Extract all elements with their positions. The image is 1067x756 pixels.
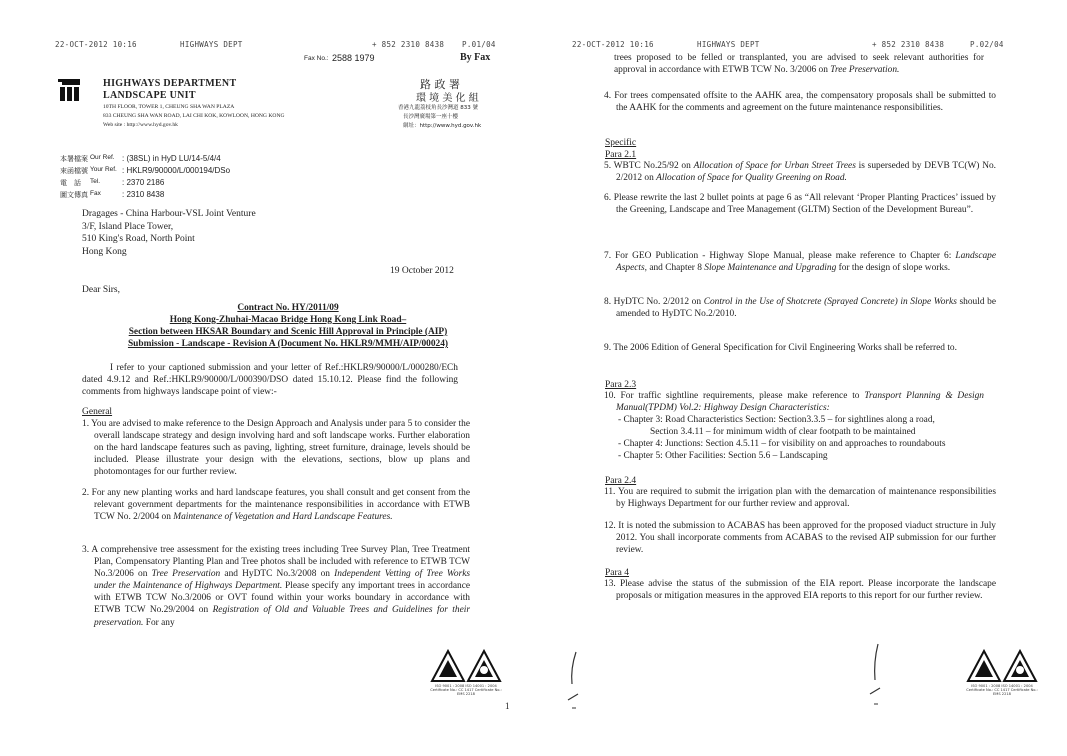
- item-italic: Independent Vetting of Tree Works under the Maintenance of Highways Department.: [94, 569, 471, 592]
- ref-zh-label: 電 話: [60, 179, 81, 187]
- item-text: for the design of slope works.: [838, 263, 951, 274]
- address-line-2: 833 CHEUNG SHA WAN ROAD, LAI CHI KOK, KOWLOON, HONG KONG: [103, 113, 285, 119]
- item-text: 8. HyDTC No. 2/2012 on: [604, 297, 702, 307]
- item-italic: Allocation of Space for Quality Greening on Road.: [656, 173, 847, 184]
- comment-item-13: 13. Please advise the status of the submission of the EIA report. Please incorporate the landscape proposals or mitigation measures in the approved EIA reports to this report for our further review.: [604, 579, 996, 602]
- sub-item: - Chapter 3: Road Characteristics Section: Section3.3.5 – for sightlines along a road,: [618, 415, 935, 426]
- item-text: trees proposed to be felled or transplanted, you are advised to seek relevant authorities for approval in accordance with ETWB TCW No. 3/2006 on: [614, 53, 984, 76]
- subject-line: Contract No. HY/2011/09: [237, 303, 339, 313]
- recipient-address: [82, 208, 256, 258]
- item-10-sublist: [604, 414, 984, 462]
- ref-value: : HKLR9/90000/L/000194/DSo: [122, 166, 231, 175]
- sub-item: Section 3.4.11 – for minimum width of clear footpath to be maintained: [650, 427, 916, 438]
- zh-unit-name: 環 境 美 化 組: [416, 93, 479, 104]
- ref-en-label: Tel.: [90, 178, 101, 185]
- item-italic: Tree Preservation: [151, 569, 221, 580]
- ref-row: [60, 190, 230, 202]
- letter-date: 19 October 2012: [390, 266, 454, 276]
- ref-value: : (38SL) in HyD LU/14-5/4/4: [122, 154, 221, 163]
- recipient-line: 3/F, Island Place Tower,: [82, 221, 174, 232]
- recipient-line: Dragages - China Harbour-VSL Joint Venture: [82, 209, 256, 219]
- item-10-intro: [604, 390, 984, 414]
- fax-header-phone: + 852 2310 8438: [872, 40, 945, 49]
- sub-item: - Chapter 4: Junctions: Section 4.5.11 – for visibility on and approaches to roundabouts: [618, 439, 946, 450]
- comment-item-3: [82, 544, 470, 629]
- salutation: Dear Sirs,: [82, 285, 120, 295]
- ref-zh-label: 圖文傳真: [60, 191, 88, 199]
- item-italic: Registration of Old and Valuable Trees and Guidelines for their preservation.: [94, 605, 471, 628]
- item-text: 2. For any new planting works and hard landscape features, you shall consult and get consent from the relevant government departments for the maintenance responsibilities in accordance with ETWB TCW No. 2/2004 on: [82, 488, 470, 523]
- ref-value: : 2310 8438: [122, 190, 165, 199]
- comment-item-5: [604, 160, 996, 184]
- ref-en-label: Our Ref.: [90, 154, 115, 161]
- intro-paragraph: I refer to your captioned submission and your letter of Ref.:HKLR9/90000/L/000280/ECh dated 4.9.12 and Ref.:HKLR9/90000/L/000390/DSO dated 15.10.12. Please find the following comments from highways landscape point of view:-: [82, 363, 458, 398]
- ref-value: : 2370 2186: [122, 178, 165, 187]
- comment-item-9: 9. The 2006 Edition of General Specification for Civil Engineering Works shall be referred to.: [604, 343, 957, 353]
- item-text: is superseded by DEVB TC(W) No. 2/2012 on: [616, 161, 997, 184]
- certification-triangle-icon: [430, 648, 502, 682]
- para-4-heading: Para 4: [605, 568, 630, 578]
- ref-row: [60, 154, 230, 166]
- item-text: should be amended to HyDTC No.2/2010.: [616, 297, 997, 320]
- seal-caption: ISO 9001 : 2008 ISO 14001 : 2004 Certificate No.: CC 1417 Certificate No.: EMS 2218: [966, 684, 1038, 696]
- subject-heading: [98, 302, 478, 350]
- fax-header-date: 22-OCT-2012 10:16: [572, 40, 654, 49]
- item-text: 10. For traffic sightline requirements, please make reference to: [604, 391, 860, 401]
- comment-item-11: 11. You are required to submit the irrigation plan with the demarcation of maintenance responsibilities by Highways Department for our further review and approval.: [604, 487, 996, 510]
- comment-item-4: 4. For trees compensated offsite to the AAHK area, the compensatory proposals shall be submitted to the AAHK for the comments and agreement on the future maintenance responsibilities.: [604, 91, 996, 114]
- fax-header-phone: + 852 2310 8438: [372, 40, 445, 49]
- by-fax: By Fax: [460, 52, 491, 63]
- ref-en-label: Fax: [90, 190, 101, 197]
- para-2-1-heading: Para 2.1: [605, 150, 637, 160]
- item-italic: Allocation of Space for Urban Street Trees: [693, 161, 856, 171]
- sub-item: - Chapter 5: Other Facilities: Section 5.6 – Landscaping: [618, 451, 828, 462]
- certification-triangle-icon: [966, 648, 1038, 682]
- specific-heading: Specific: [605, 138, 637, 148]
- unit-name: LANDSCAPE UNIT: [103, 90, 196, 101]
- fax-page-2: [534, 0, 1067, 756]
- item-italic: Maintenance of Vegetation and Hard Landscape Features.: [173, 512, 393, 523]
- item-text: 5. WBTC No.25/92 on: [604, 161, 691, 171]
- seal-caption: ISO 9001 : 2008 ISO 14001 : 2004 Certificate No.: CC 1417 Certificate No.: EMS 2218: [430, 684, 502, 696]
- reference-block: [60, 154, 230, 202]
- continued-item-3: [614, 52, 984, 76]
- ref-zh-label: 本署檔案: [60, 155, 88, 163]
- recipient-line: Hong Kong: [82, 246, 127, 257]
- item-italic: Transport Planning & Design Manual(TPDM) Vol.2: Highway Design Characteristics:: [616, 391, 984, 414]
- comment-item-12: 12. It is noted the submission to ACABAS has been approved for the proposed viaduct structure in July 2012. You shall incorporate comments from ACABAS to the revised AIP submission for our further review.: [604, 521, 996, 556]
- fax-no: 2588 1979: [332, 53, 375, 63]
- fax-header-dept: HIGHWAYS DEPT: [697, 40, 760, 49]
- recipient-line: 510 King's Road, North Point: [82, 234, 195, 244]
- para-2-4-heading: Para 2.4: [605, 476, 637, 486]
- comment-item-2: [82, 487, 470, 523]
- fax-no-label: Fax No.:: [304, 55, 329, 62]
- comment-item-6: 6. Please rewrite the last 2 bullet points at page 6 as “All relevant ‘Proper Planting Practices’ issued by the Greening, Landscape and Tree Management (GLTM) Section of the Development Bureau”.: [604, 193, 996, 216]
- handwritten-mark-icon: [864, 642, 894, 706]
- iso-certification-seal: [966, 648, 1038, 696]
- item-text: 3. A comprehensive tree assessment for the existing trees including Tree Survey Plan, Tree Treatment Plan, Compensatory Planting Plan and Tree photos shall be included with reference to ETWB TCW No.3/2006 on: [82, 545, 470, 580]
- comment-item-10: [604, 390, 984, 463]
- iso-certification-seal: [430, 648, 502, 696]
- zh-address-2: 長沙灣廣場第一座十樓: [403, 114, 459, 120]
- ref-row: [60, 166, 230, 178]
- fax-header-dept: HIGHWAYS DEPT: [180, 40, 243, 49]
- para-2-3-heading: Para 2.3: [605, 380, 637, 390]
- item-italic: Tree Preservation.: [830, 65, 900, 76]
- page-footer-mark: 1: [505, 701, 510, 711]
- item-italic: Control in the Use of Shotcrete (Sprayed Concrete) in Slope Works: [703, 297, 957, 307]
- subject-line: Hong Kong-Zhuhai-Macao Bridge Hong Kong Link Road–: [169, 315, 407, 325]
- item-italic: Slope Maintenance and Upgrading: [704, 263, 837, 274]
- subject-line: Section between HKSAR Boundary and Scenic Hill Approval in Principle (AIP): [128, 327, 448, 337]
- comment-item-8: [604, 296, 996, 320]
- item-text: and Chapter 8: [649, 263, 702, 274]
- fax-header-date: 22-OCT-2012 10:16: [55, 40, 137, 49]
- dept-name: HIGHWAYS DEPARTMENT: [103, 78, 237, 89]
- zh-address-1: 香港九龍荔枝角長沙灣道 833 號: [398, 105, 478, 111]
- ref-zh-label: 來函檔號: [60, 167, 88, 175]
- general-heading: General: [82, 407, 113, 417]
- ref-row: [60, 178, 230, 190]
- address-line-1: 10TH FLOOR, TOWER 1, CHEUNG SHA WAN PLAZA: [103, 104, 235, 110]
- comment-item-7: [604, 250, 996, 274]
- zh-dept-name: 路 政 署: [420, 78, 460, 91]
- subject-line: Submission - Landscape - Revision A (Document No. HKLR9/MMH/AIP/00024): [127, 339, 449, 349]
- item-text: For any: [145, 617, 175, 628]
- highways-department-logo-icon: [58, 79, 80, 101]
- item-text: 7. For GEO Publication - Highway Slope Manual, please make reference to Chapter 6:: [604, 251, 952, 261]
- item-text: and HyDTC No.3/2008 on: [224, 569, 330, 580]
- zh-website: 網址：http://www.hyd.gov.hk: [403, 123, 482, 129]
- fax-header-page: P.01/04: [462, 40, 496, 49]
- item-text: Please specify any important trees in accordance with ETWB TCW No.3/2006 or OVT found within your works boundary in accordance with ETWB TCW No.29/2004 on: [94, 581, 471, 616]
- comment-item-1: 1. You are advised to make reference to the Design Approach and Analysis under para 5 to consider the overall landscape strategy and design involving hard and soft landscape works. Further elaboration on the hard landscape features such as paving, lighting, street furniture, drainage, levels should be included. Please illustrate your design with the elevations, sections, blow up plans and photomontages for our further review.: [82, 419, 470, 478]
- item-italic: Landscape Aspects,: [616, 251, 997, 274]
- ref-en-label: Your Ref.: [90, 166, 117, 173]
- website: Web site : http://www.hyd.gov.hk: [103, 122, 178, 128]
- fax-header-page: P.02/04: [970, 40, 1004, 49]
